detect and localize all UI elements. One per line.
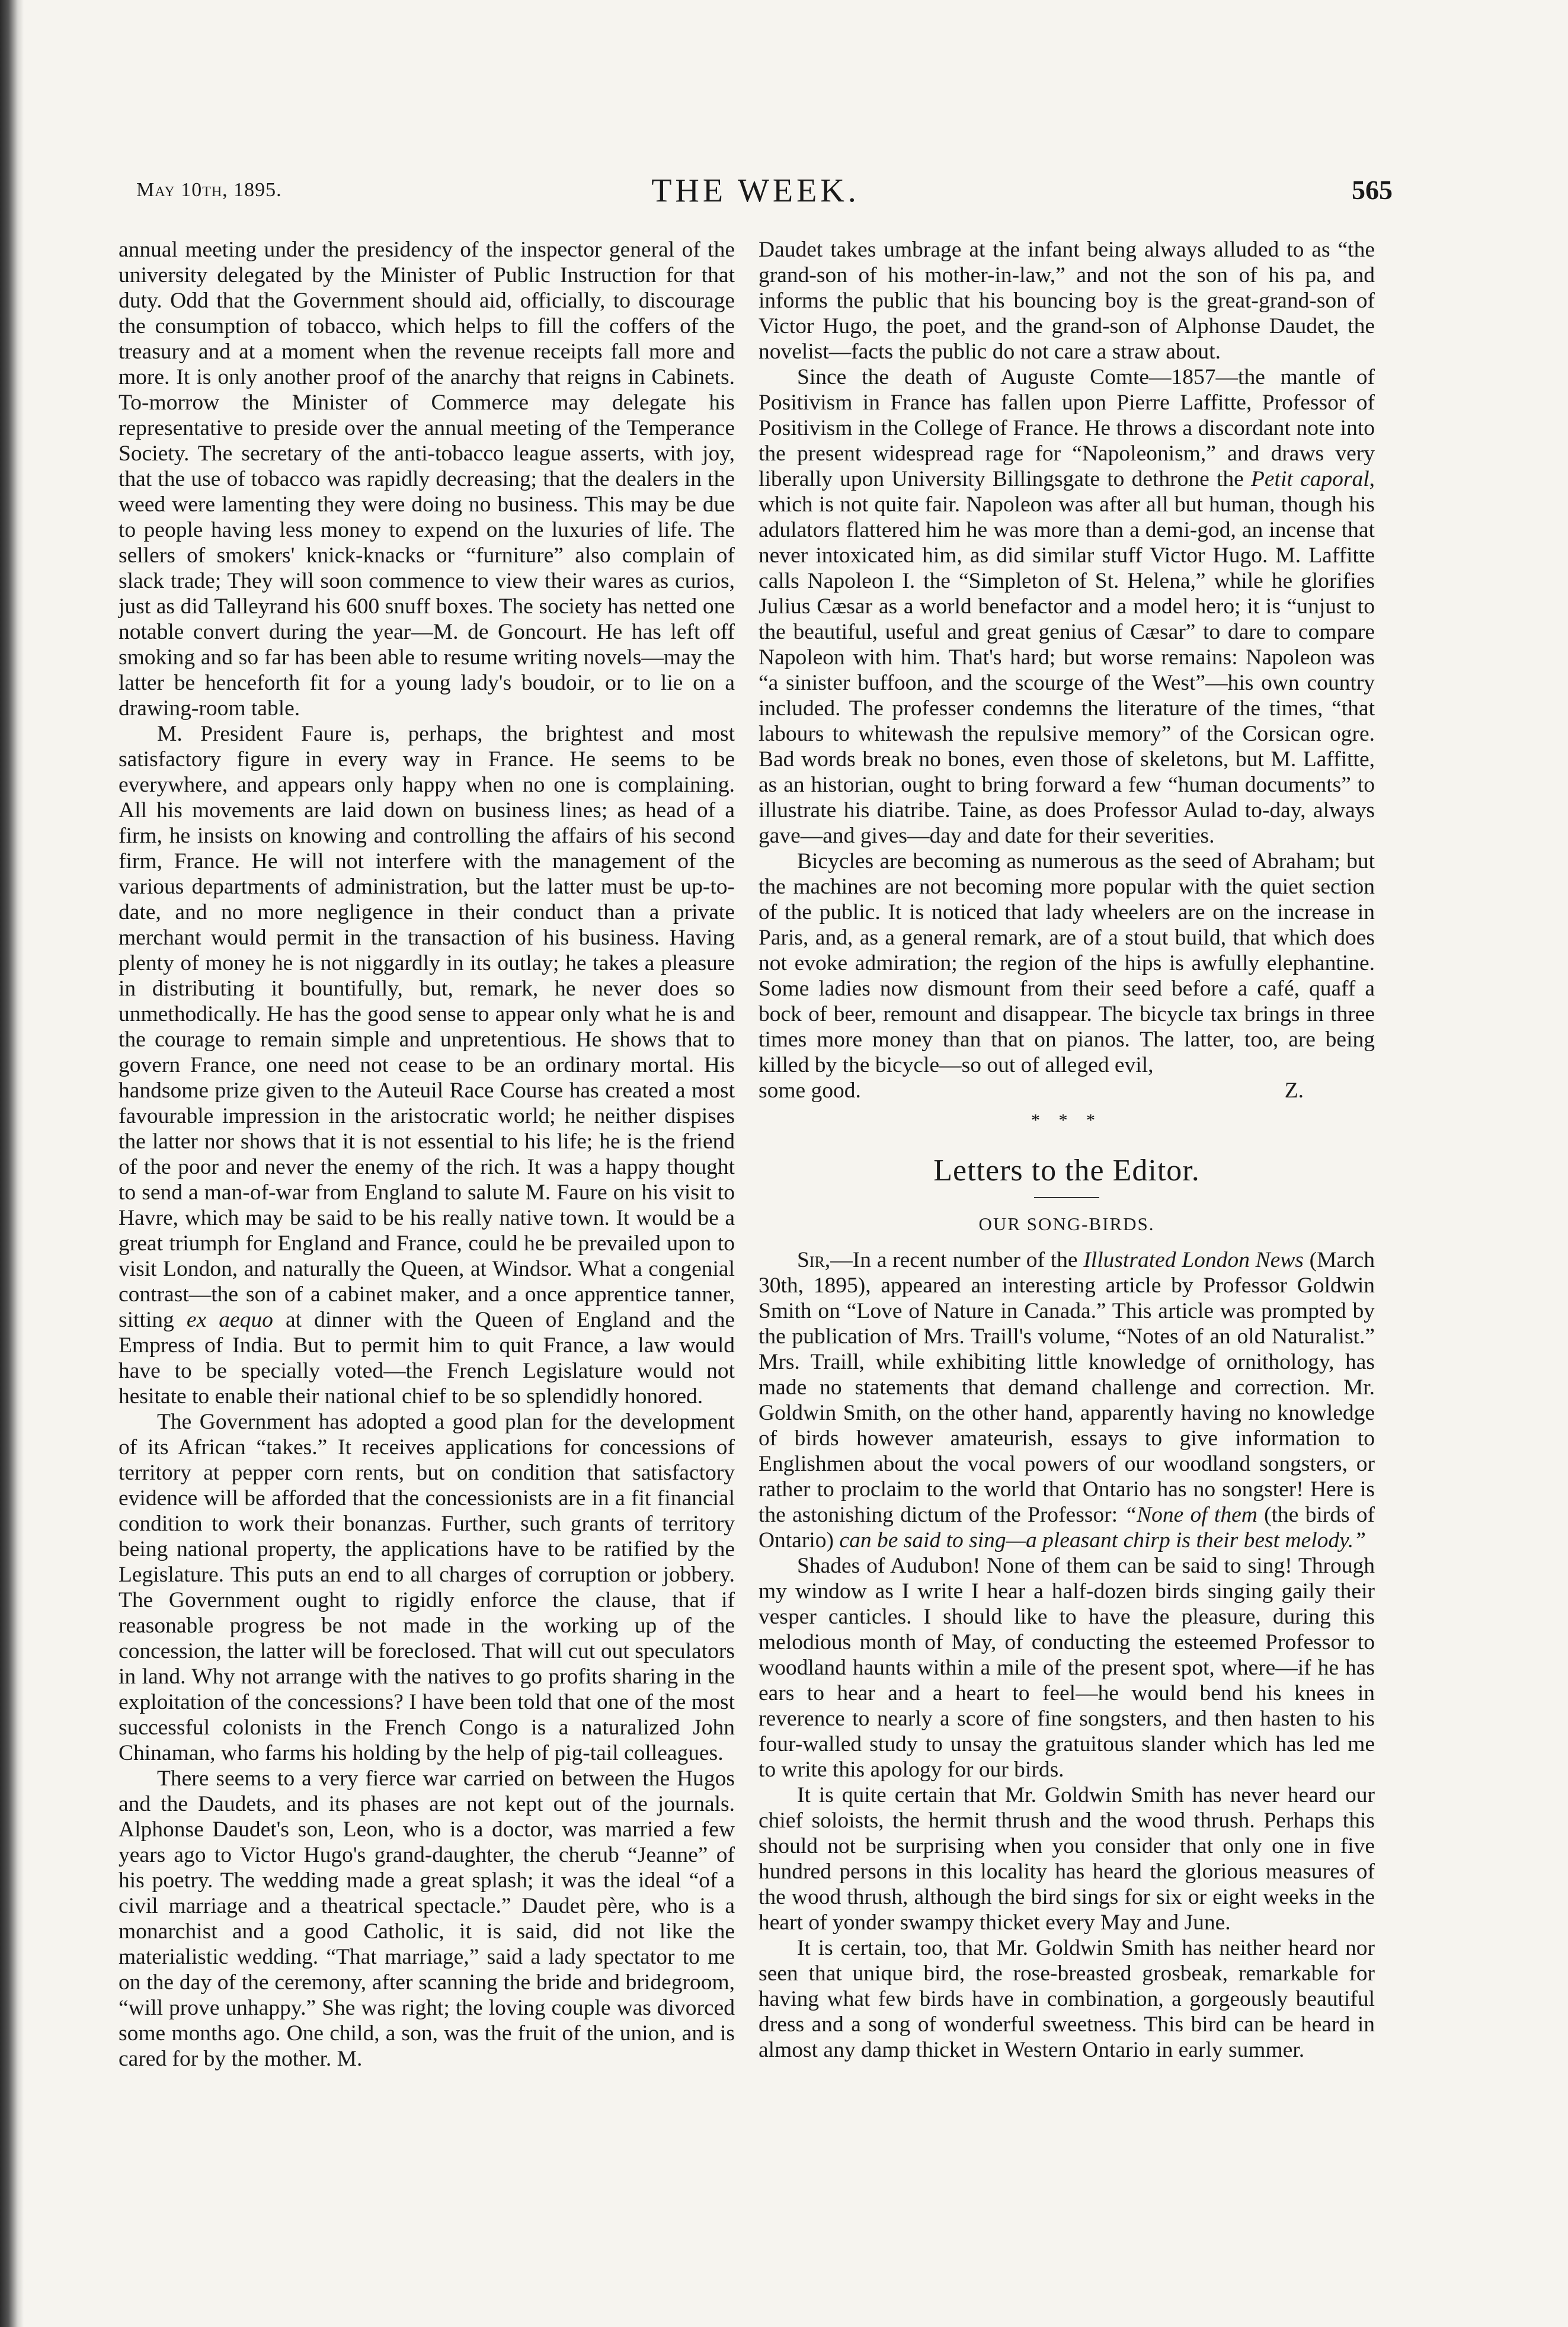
section-divider-stars: * * * <box>1031 1110 1102 1130</box>
paragraph-daudet-continued: Daudet takes umbrage at the infant being always alluded to as “the grand-son of his mother-in-law,” and not the son of his pa, and informs the public that his bouncing boy is the great-grand-son of Victor Hugo, the poet, and the grand-son of Alphonse Daudet, the novelist—facts the public do not care a straw about. <box>759 238 1375 364</box>
faure-text: M. President Faure is, perhaps, the brightest and most satisfactory figure in every way in France. He seems to be everywhere, and appears only happy when no one is complaining. All his movements are laid down on business lines; as head of a firm, he insists on knowing and controlling the affairs of his second firm, France. He will not interfere with the management of the various departments of administration, but the latter must be up-to-date, and no more negligence in their conduct than a private merchant would permit in the transaction of his business. Having plenty of money he is not niggardly in its outlay; he takes a pleasure in distributing it bountifully, but, remark, he never does so unmethodically. He has the good sense to appear only what he is and the courage to remain simple and unpretentious. He shows that to govern France, one need not cease to be an ordinary mortal. His handsome prize given to the Auteuil Race Course has created a most favourable impression in the aristocratic world; he neither dispises the latter nor shows that it is not essential to his life; he is the friend of the poor and never the enemy of the rich. It was a happy thought to send a man-of-war from England to salute M. Faure on his visit to Havre, which may be said to be his really native town. It would be a great triumph for England and France, could he be prevailed upon to visit London, and naturally the Queen, at Windsor. What a congenial contrast—the son of a cabinet maker, and a once apprentice tanner, sitting <box>119 722 735 1332</box>
letter-paragraph-1 <box>759 1247 1375 1553</box>
faure-text-end: at dinner with the Queen of England and the Empress of India. But to permit him to quit France, a law would have to be specially voted—the French Legislature would not hesitate to enable their national chief to be so splendidly honored. <box>119 1308 735 1409</box>
title-rule <box>1034 1197 1099 1198</box>
paragraph-bicycles: Bicycles are becoming as numerous as the seed of Abraham; but the machines are not becoming more popular with the quiet section of the public. It is noticed that lady wheelers are on the increase in Paris, and, as a general remark, are of a stout build, that which does not evoke admiration; the region of the hips is awfully elephantine. Some ladies now dismount from their seed before a café, quaff a bock of beer, remount and disappear. The bicycle tax brings in three times more money than that on pianos. The latter, too, are being killed by the bicycle—so out of alleged evil, <box>759 849 1375 1077</box>
letter-paragraph-2: Shades of Audubon! None of them can be said to sing! Through my window as I write I hear a half-dozen birds singing gaily their vesper canticles. I should like to have the pleasure, during this melodious month of May, of conducting the esteemed Professor to woodland haunts within a mile of the present spot, where—if he has ears to hear and a heart to feel—he would bend his knees in reverence to nearly a score of fine songsters, and then hasten to his four-walled study to unsay the gratuitous slander which has led me to write this apology for our birds. <box>759 1554 1375 1782</box>
salutation: Sir, <box>797 1248 831 1272</box>
publication-title: THE WEEK. <box>651 172 860 209</box>
left-column <box>119 237 735 2072</box>
right-column <box>759 237 1375 2063</box>
page-header <box>119 172 1393 219</box>
signature: Z. <box>1284 1078 1304 1103</box>
faure-italic: ex aequo <box>186 1308 273 1332</box>
positivism-text-end: , which is not quite fair. Napoleon was after all but human, though his adulators flattered him he was more than a demi-god, an incense that never intoxicated him, as did similar stuff Victor Hugo. M. Laffitte calls Napoleon I. the “Simpleton of St. Helena,” while he glorifies Julius Cæsar as a world benefactor and a model hero; it is “unjust to the beautiful, useful and great genius of Cæsar” to dare to compare Napoleon with him. That's hard; but worse remains: Napoleon was “a sinister buffoon, and the scourge of the West”—his own country included. The professer condemns the literature of the times, “that labours to whitewash the repulsive memory” of the Corsican ogre. Bad words break no bones, even those of skeletons, but M. Laffitte, as an historian, ought to bring forward a few “human documents” to illustrate his diatribe. Taine, as does Professor Aulad to-day, always gave—and gives—day and date for their severities. <box>759 467 1375 848</box>
closing-text: some good. <box>759 1078 861 1103</box>
letter-italic-2: “None of them <box>1124 1503 1257 1527</box>
paragraph-positivism <box>759 364 1375 849</box>
letter-text-c: (the birds of Ontario) <box>759 1503 1375 1553</box>
section-title: Letters to the Editor. <box>933 1154 1200 1187</box>
letter-italic-3: can be said to sing—a pleasant chirp is their best melody.” <box>839 1528 1366 1553</box>
letter-italic-1: Illustrated London News <box>1083 1248 1304 1272</box>
letter-title: OUR SONG-BIRDS. <box>978 1214 1155 1234</box>
positivism-text: Since the death of Auguste Comte—1857—the mantle of Positivism in France has fallen upon Pierre Laffitte, Professor of Positivism in the College of France. He throws a discordant note into the present widespread rage for “Napoleonism,” and draws very liberally upon University Billingsgate to dethrone the <box>759 365 1375 491</box>
letter-text-a: —In a recent number of the <box>830 1248 1078 1272</box>
positivism-italic: Petit caporal <box>1250 467 1369 491</box>
signature-line <box>759 1078 1375 1103</box>
paragraph-african-concessions: The Government has adopted a good plan for the development of its African “takes.” It receives applications for concessions of territory at pepper corn rents, but on condition that satisfactory evidence will be afforded that the concessionists are in a fit financial condition to work their bonanzas. Further, such grants of territory being national property, the applications have to be ratified by the Legislature. This puts an end to all charges of corruption or jobbery. The Government ought to rigidly enforce the clause, that if reasonable progress be not made in the working up of the concession, the latter will be foreclosed. That will cut out speculators in land. Why not arrange with the natives to go profits sharing in the exploitation of the concessions? I have been told that one of the most successful colonists in the French Congo is a naturalized John Chinaman, who farms his holding by the help of pig-tail colleagues. <box>119 1410 735 1765</box>
page-number: 565 <box>1352 175 1393 205</box>
letter-text-b: (March 30th, 1895), appeared an interesting article by Professor Goldwin Smith on “Love of Nature in Canada.” This article was prompted by the publication of Mrs. Traill's volume, “Notes of an old Naturalist.” Mrs. Traill, while exhibiting little knowledge of ornithology, has made no statements that demand challenge and correction. Mr. Goldwin Smith, on the other hand, apparently having no knowledge of birds however amateurish, essays to give information to Englishmen about the vocal powers of our woodland songsters, or rather to proclaim to the world that Ontario has no songster! Here is the astonishing dictum of the Professor: <box>759 1248 1375 1527</box>
paragraph-tobacco: annual meeting under the presidency of the inspector general of the university delegated by the Minister of Public Instruction for that duty. Odd that the Government should aid, officially, to discourage the consumption of tobacco, which helps to fill the coffers of the treasury and at a moment when the revenue receipts fall more and more. It is only another proof of the anarchy that reigns in Cabinets. To-morrow the Minister of Commerce may delegate his representative to preside over the annual meeting of the Temperance Society. The secretary of the anti-tobacco league asserts, with joy, that the use of tobacco was rapidly decreasing; that the dealers in the weed were lamenting they were doing no business. This may be due to people having less money to expend on the luxuries of life. The sellers of smokers' knick-knacks or “furniture” also complain of slack trade; They will soon commence to view their wares as curios, just as did Talleyrand his 600 snuff boxes. The society has netted one notable convert during the year—M. de Goncourt. He has left off smoking and so far has been able to resume writing novels—may the latter be henceforth fit for a young lady's boudoir, or to lie on a drawing-room table. <box>119 238 735 721</box>
issue-date: May 10th, 1895. <box>136 179 282 201</box>
letter-paragraph-4: It is certain, too, that Mr. Goldwin Smith has neither heard nor seen that unique bird, the rose-breasted grosbeak, remarkable for having what few birds have in combination, a gorgeously beautiful dress and a song of wonderful sweetness. This bird can be heard in almost any damp thicket in Western Ontario in early summer. <box>759 1936 1375 2062</box>
paragraph-hugos-daudets: There seems to a very fierce war carried on between the Hugos and the Daudets, and its phases are not kept out of the journals. Alphonse Daudet's son, Leon, who is a doctor, was married a few years ago to Victor Hugo's grand-daughter, the cherub “Jeanne” of his poetry. The wedding made a great splash; it was the ideal “of a civil marriage and a theatrical spectacle.” Daudet père, who is a monarchist and a good Catholic, it is said, did not like the materialistic wedding. “That marriage,” said a lady spectator to me on the day of the ceremony, after scanning the bride and bridegroom, “will prove unhappy.” She was right; the loving couple was divorced some months ago. One child, a son, was the fruit of the union, and is cared for by the mother. M. <box>119 1766 735 2071</box>
letter-paragraph-3: It is quite certain that Mr. Goldwin Smith has never heard our chief soloists, the hermit thrush and the wood thrush. Perhaps this should not be surprising when you consider that only one in five hundred persons in this locality has heard the glorious measures of the wood thrush, although the bird sings for six or eight weeks in the heart of yonder swampy thicket every May and June. <box>759 1783 1375 1935</box>
paragraph-faure <box>119 721 735 1409</box>
binding-shadow <box>0 0 24 2327</box>
